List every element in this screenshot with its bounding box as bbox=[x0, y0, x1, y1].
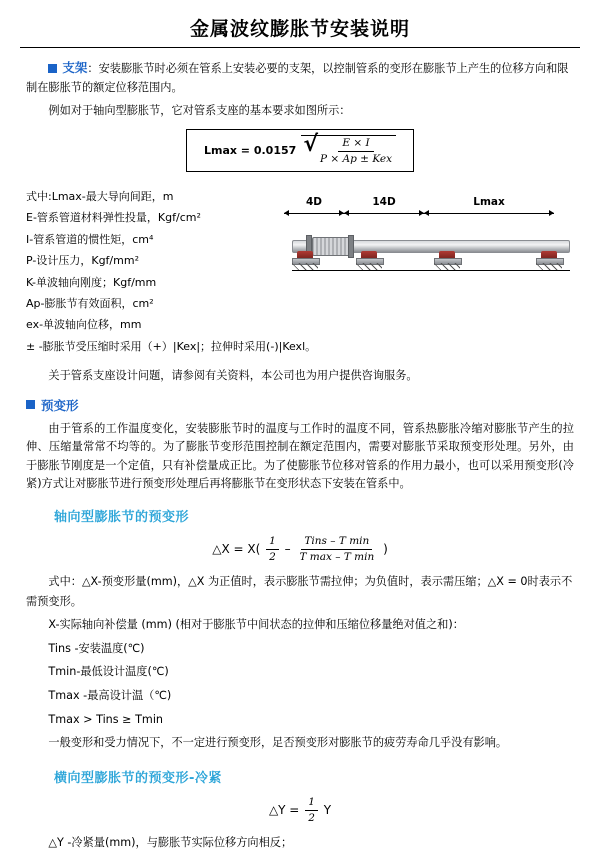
dimension-4d bbox=[284, 196, 344, 216]
formula-axial-frac2: $\frac{\text{Tins – T min}}{\text{T max – T min}}$ bbox=[299, 534, 375, 563]
section-support-para1: 安装膨胀节时必须在管系上安装必要的支架，以控制管系的变形在膨胀节上产生的位移方向和限制在膨胀节的额定位移范围内。 bbox=[26, 62, 569, 94]
section-support-heading: 支架：安装膨胀节时必须在管系上安装必要的支架，以控制管系的变形在膨胀节上产生的位移方向和限制在膨胀节的额定位移范围内。 bbox=[26, 60, 569, 94]
section-predeform-heading bbox=[26, 396, 574, 414]
section-predeform-title: 预变形 bbox=[41, 397, 79, 413]
formula-axial-frac1: $\frac{1}{2}$ bbox=[266, 535, 279, 564]
bellows-expansion-joint-icon bbox=[312, 237, 352, 256]
legend-item: 式中:Lmax-最大导向间距，m bbox=[26, 189, 174, 203]
dimension-arrow-icon bbox=[344, 213, 424, 214]
legend-drawing-row bbox=[26, 182, 574, 358]
dimension-arrow-icon bbox=[284, 213, 344, 214]
formula-lateral-lhs: △Y = bbox=[268, 802, 300, 817]
pipe-scene bbox=[284, 218, 574, 288]
section-support-para2: 例如对于轴向型膨胀节，它对管系支座的基本要求如图所示： bbox=[48, 104, 351, 118]
flange-icon bbox=[348, 235, 354, 258]
dimension-lmax bbox=[424, 196, 554, 216]
dimension-14d bbox=[344, 196, 424, 216]
legend-item: Ap-膨胀节有效面积，cm² bbox=[26, 297, 154, 311]
legend-item: P-设计压力，Kgf/mm² bbox=[26, 254, 139, 268]
section-predeform-para1: 由于管系的工作温度变化，安装膨胀节时的温度与工作时的温度不同，管系热膨胀冷缩对膨胀节产生的拉伸、压缩量常常不均等的。为了膨胀节变形范围控制在额定范围内，需要对膨胀节采取预变形处理。另外，由于膨胀节刚度是一个定值，只有补偿量成正比。为了使膨胀节位移对管系的作用力最小，也可以采用预变形(冷紧)方式让对膨胀节进行预变形处理后再将膨胀节在变形状态下安装在管系中。 bbox=[26, 421, 574, 491]
axial-predeform-line: Tmax -最高设计温（℃) bbox=[48, 688, 172, 702]
formula-lateral-predeform bbox=[26, 796, 574, 825]
formula-lmax-numerator: √ E × I bbox=[338, 137, 373, 152]
formula-lmax bbox=[186, 129, 414, 172]
dimension-arrow-icon bbox=[424, 213, 554, 214]
axial-predeform-line: 一般变形和受力情况下，不一定进行预变形，足否预变形对膨胀节的疲劳寿命几乎没有影响。 bbox=[48, 736, 508, 750]
section-support-title: 支架 bbox=[62, 60, 88, 75]
axial-predeform-heading: 轴向型膨胀节的预变形 bbox=[54, 509, 190, 525]
axial-predeform-line: Tmin-最低设计温度(℃) bbox=[48, 665, 169, 679]
document-content bbox=[0, 58, 600, 853]
legend-item: ± -膨胀节受压缩时采用（+）|Kex|；拉伸时采用(-)|Kexl。 bbox=[26, 339, 317, 353]
legend-item: E-管系管道材料弹性投量，Kgf/cm² bbox=[26, 211, 201, 225]
formula-axial-minus: – bbox=[284, 541, 291, 556]
lateral-predeform-heading: 横向型膨胀节的预变形-冷紧 bbox=[54, 770, 222, 786]
ground-line bbox=[292, 270, 570, 271]
formula-lateral-frac: $\frac{1}{2}$ bbox=[305, 796, 318, 825]
axial-predeform-line: 式中：△X-预变形量(mm)，△X 为正值时，表示膨胀节需拉伸；为负值时，表示需压缩；△X = 0时表示不需预变形。 bbox=[26, 575, 573, 608]
sqrt-icon bbox=[301, 135, 396, 166]
dimension-4d-label: 4D bbox=[305, 195, 323, 208]
title-divider bbox=[20, 47, 580, 48]
lateral-predeform-line: △Y -冷紧量(mm)，与膨胀节实际位移方向相反； bbox=[48, 836, 293, 850]
axial-predeform-line: Tmax > Tins ≥ Tmin bbox=[48, 712, 164, 726]
formula-axial-rhs: ) bbox=[383, 541, 388, 556]
legend-item: ex-单波轴向位移，mm bbox=[26, 318, 142, 332]
formula-axial-lhs: △X = X( bbox=[212, 541, 261, 556]
formula-lateral-rhs: Y bbox=[323, 802, 332, 817]
dimension-14d-label: 14D bbox=[372, 195, 396, 208]
formula-lmax-denominator: P × Ap ± Kex bbox=[320, 152, 393, 165]
formula-axial-predeform bbox=[26, 535, 574, 564]
support-note: 关于管系支座设计问题，请参阅有关资料，本公司也为用户提供咨询服务。 bbox=[48, 369, 418, 383]
diagram-dimensions bbox=[284, 196, 574, 216]
axial-predeform-line: Tins -安装温度(℃) bbox=[48, 641, 145, 655]
pipe-support-diagram bbox=[284, 196, 574, 288]
bullet-square-icon bbox=[48, 64, 57, 73]
page-title: 金属波纹膨胀节安装说明 bbox=[189, 18, 410, 40]
legend-item: K-单波轴向刚度；Kgf/mm bbox=[26, 275, 157, 289]
document-page bbox=[0, 14, 600, 850]
dimension-lmax-label: Lmax bbox=[473, 195, 505, 208]
formula-lmax-lhs: Lmax = 0.0157 bbox=[203, 143, 297, 157]
axial-predeform-line: X-实际轴向补偿量 (mm) (相对于膨胀节中间状态的拉伸和压缩位移量绝对值之和)： bbox=[48, 618, 464, 632]
bullet-square-icon bbox=[26, 400, 35, 409]
legend-item: I-管系管道的惯性矩，cm⁴ bbox=[26, 232, 154, 246]
